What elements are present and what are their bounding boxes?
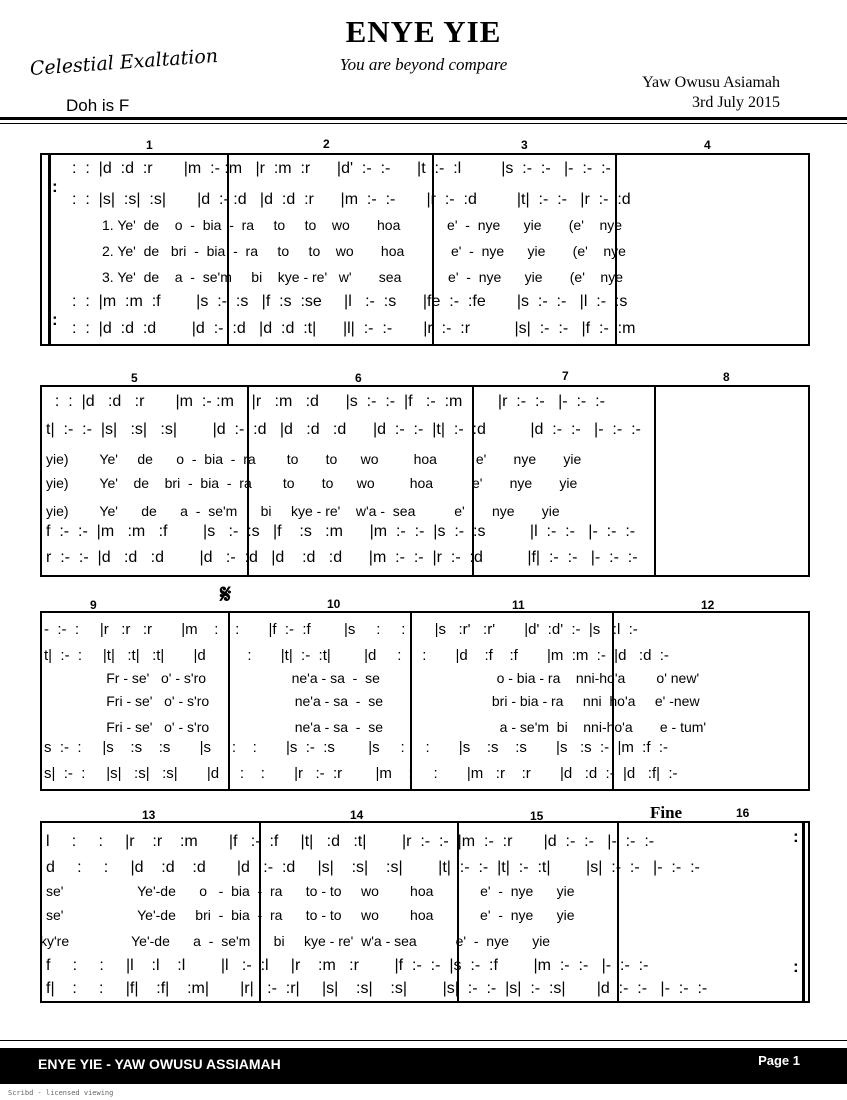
bass-line: : : |d :d :d |d :- :d |d :d :t| |l| :- :- |r :- :r |s| :- :- |f :- :m xyxy=(72,320,636,337)
lyric-verse-3: yie) Ye' de a - se'm bi kye - re' w'a - sea e' nye yie xyxy=(46,503,560,519)
bar-number: 8 xyxy=(723,370,730,384)
soprano-line: l : : |r :r :m |f :- :f |t| :d :t| |r :- :- |m :- :r |d :- :- |- :- :- xyxy=(46,833,655,850)
lyric-verse-1: Fr - se' o' - s'ro ne'a - sa - se o - bia - ra nni-ho'a o' new' xyxy=(44,670,700,686)
lyric-verse-1: se' Ye'-de o - bia - ra to - to wo hoa e' - nye yie xyxy=(46,883,575,899)
lyric-verse-3: 3. Ye' de a - se'm bi kye - re' w' sea e' - nye yie (e' nye xyxy=(102,269,624,285)
header-rule-thin xyxy=(0,123,847,124)
fine-marking: Fine xyxy=(650,803,683,822)
bass-line: s| :- : |s| :s| :s| |d : : |r :- :r |m : : |m :r :r |d :d :- |d :f| :- xyxy=(44,765,678,782)
lyric-verse-3: ky're Ye'-de a - se'm bi kye - re' w'a - sea e' - nye yie xyxy=(40,933,551,949)
bar-number: 6 xyxy=(355,371,362,385)
key-signature: Doh is F xyxy=(66,96,130,115)
repeat-sign-bottom: : xyxy=(793,957,799,976)
start-double-bar xyxy=(48,155,51,344)
bass-line: f| : : |f| :f| :m| |r| :- :r| |s| :s| :s| |s| :- :- |s| :- :s| |d :- :- |- :- :- xyxy=(46,980,708,997)
barline xyxy=(654,387,656,575)
bar-number: 9 xyxy=(90,598,97,612)
music-system-3 xyxy=(40,611,810,791)
composition-date: 3rd July 2015 xyxy=(692,94,780,111)
footer-title: ENYE YIE - YAW OWUSU ASSIAMAH xyxy=(38,1056,281,1072)
alto-line: d : : |d :d :d |d :- :d |s| :s| :s| |t| :- :- |t| :- :t| |s| :- :- |- :- :- xyxy=(46,859,700,876)
bar-number: 11 xyxy=(512,598,525,612)
tenor-line: f : : |l :l :l |l :- :l |r :m :r |f :- :- |s :- :f |m :- :- |- :- :- xyxy=(46,957,649,974)
bar-number: 4 xyxy=(704,138,711,152)
alto-line: t| :- : |t| :t| :t| |d : : |t| :- :t| |d : : |d :f :f |m :m :- |d :d :- xyxy=(44,647,669,664)
composer-name: Yaw Owusu Asiamah xyxy=(642,74,780,91)
footer-rule xyxy=(0,1040,847,1041)
bar-number: 12 xyxy=(701,598,715,612)
lyric-verse-1: yie) Ye' de o - bia - ra to to wo hoa e' nye yie xyxy=(46,451,582,467)
bar-number: 1 xyxy=(146,138,153,152)
tenor-line: s :- : |s :s :s |s : : |s :- :s |s : : |s :s :s |s :s :- |m :f :- xyxy=(44,739,669,756)
bar-number: 13 xyxy=(142,808,156,822)
lyric-verse-2: 2. Ye' de bri - bia - ra to to wo hoa e' - nye yie (e' nye xyxy=(102,243,626,259)
watermark-text: Scribd - licensed viewing xyxy=(8,1089,114,1097)
song-title: ENYE YIE xyxy=(345,14,502,49)
bar-number: 10 xyxy=(327,597,341,611)
soprano-line: : : |d :d :r |m :- :m |r :m :d |s :- :- |f :- :m |r :- :- |- :- :- xyxy=(46,393,605,410)
tenor-line: : : |m :m :f |s :- :s |f :s :se |l :- :s |fe :- :fe |s :- :- |l :- :s xyxy=(72,293,628,310)
bar-number: 7 xyxy=(562,369,569,383)
soprano-line: - :- : |r :r :r |m : : |f :- :f |s : : |s :r' :r' |d' :d' :- |s :l :- xyxy=(44,621,638,638)
bar-number: 15 xyxy=(530,809,544,823)
song-subtitle: You are beyond compare xyxy=(339,55,508,74)
bar-number: 5 xyxy=(131,371,138,385)
tenor-line: f :- :- |m :m :f |s :- :s |f :s :m |m :- :- |s :- :s |l :- :- |- :- :- xyxy=(46,523,636,540)
series-name: Celestial Exaltation xyxy=(29,44,219,80)
repeat-sign-top: : xyxy=(52,177,58,196)
bar-number: 16 xyxy=(736,806,750,820)
repeat-sign-bottom: : xyxy=(52,310,58,329)
lyric-verse-2: se' Ye'-de bri - bia - ra to - to wo hoa e' - nye yie xyxy=(46,907,575,923)
end-double-bar xyxy=(802,823,805,1001)
bass-line: r :- :- |d :d :d |d :- :d |d :d :d |m :- :- |r :- :d |f| :- :- |- :- :- xyxy=(46,549,638,566)
soprano-line: : : |d :d :r |m :- :m |r :m :r |d' :- :- |t :- :l |s :- :- |- :- :- xyxy=(72,160,611,177)
music-system-4 xyxy=(40,821,810,1003)
repeat-sign-top: : xyxy=(793,827,799,846)
header-rule-thick xyxy=(0,117,847,120)
alto-line: t| :- :- |s| :s| :s| |d :- :d |d :d :d |d :- :- |t| :- :d |d :- :- |- :- :- xyxy=(46,421,641,438)
alto-line: : : |s| :s| :s| |d :- :d |d :d :r |m :- :- |r :- :d |t| :- :- |r :- :d xyxy=(72,191,631,208)
lyric-verse-2: yie) Ye' de bri - bia - ra to to wo hoa e' nye yie xyxy=(46,475,578,491)
lyric-verse-2: Fri - se' o' - s'ro ne'a - sa - se bri - bia - ra nni ho'a e' -new xyxy=(44,693,700,709)
music-system-2 xyxy=(40,385,810,577)
music-system-1 xyxy=(40,153,810,346)
lyric-verse-1: 1. Ye' de o - bia - ra to to wo hoa e' - nye yie (e' nye xyxy=(102,217,623,233)
segno-sign: 𝄋 xyxy=(220,580,232,610)
page-footer xyxy=(0,1048,847,1084)
lyric-verse-3: Fri - se' o' - s'ro ne'a - sa - se a - se'm bi nni-ho'a e - tum' xyxy=(44,719,707,735)
page-number: Page 1 xyxy=(758,1053,800,1068)
bar-number: 2 xyxy=(323,137,330,151)
bar-number: 14 xyxy=(350,808,364,822)
bar-number: 3 xyxy=(521,138,528,152)
